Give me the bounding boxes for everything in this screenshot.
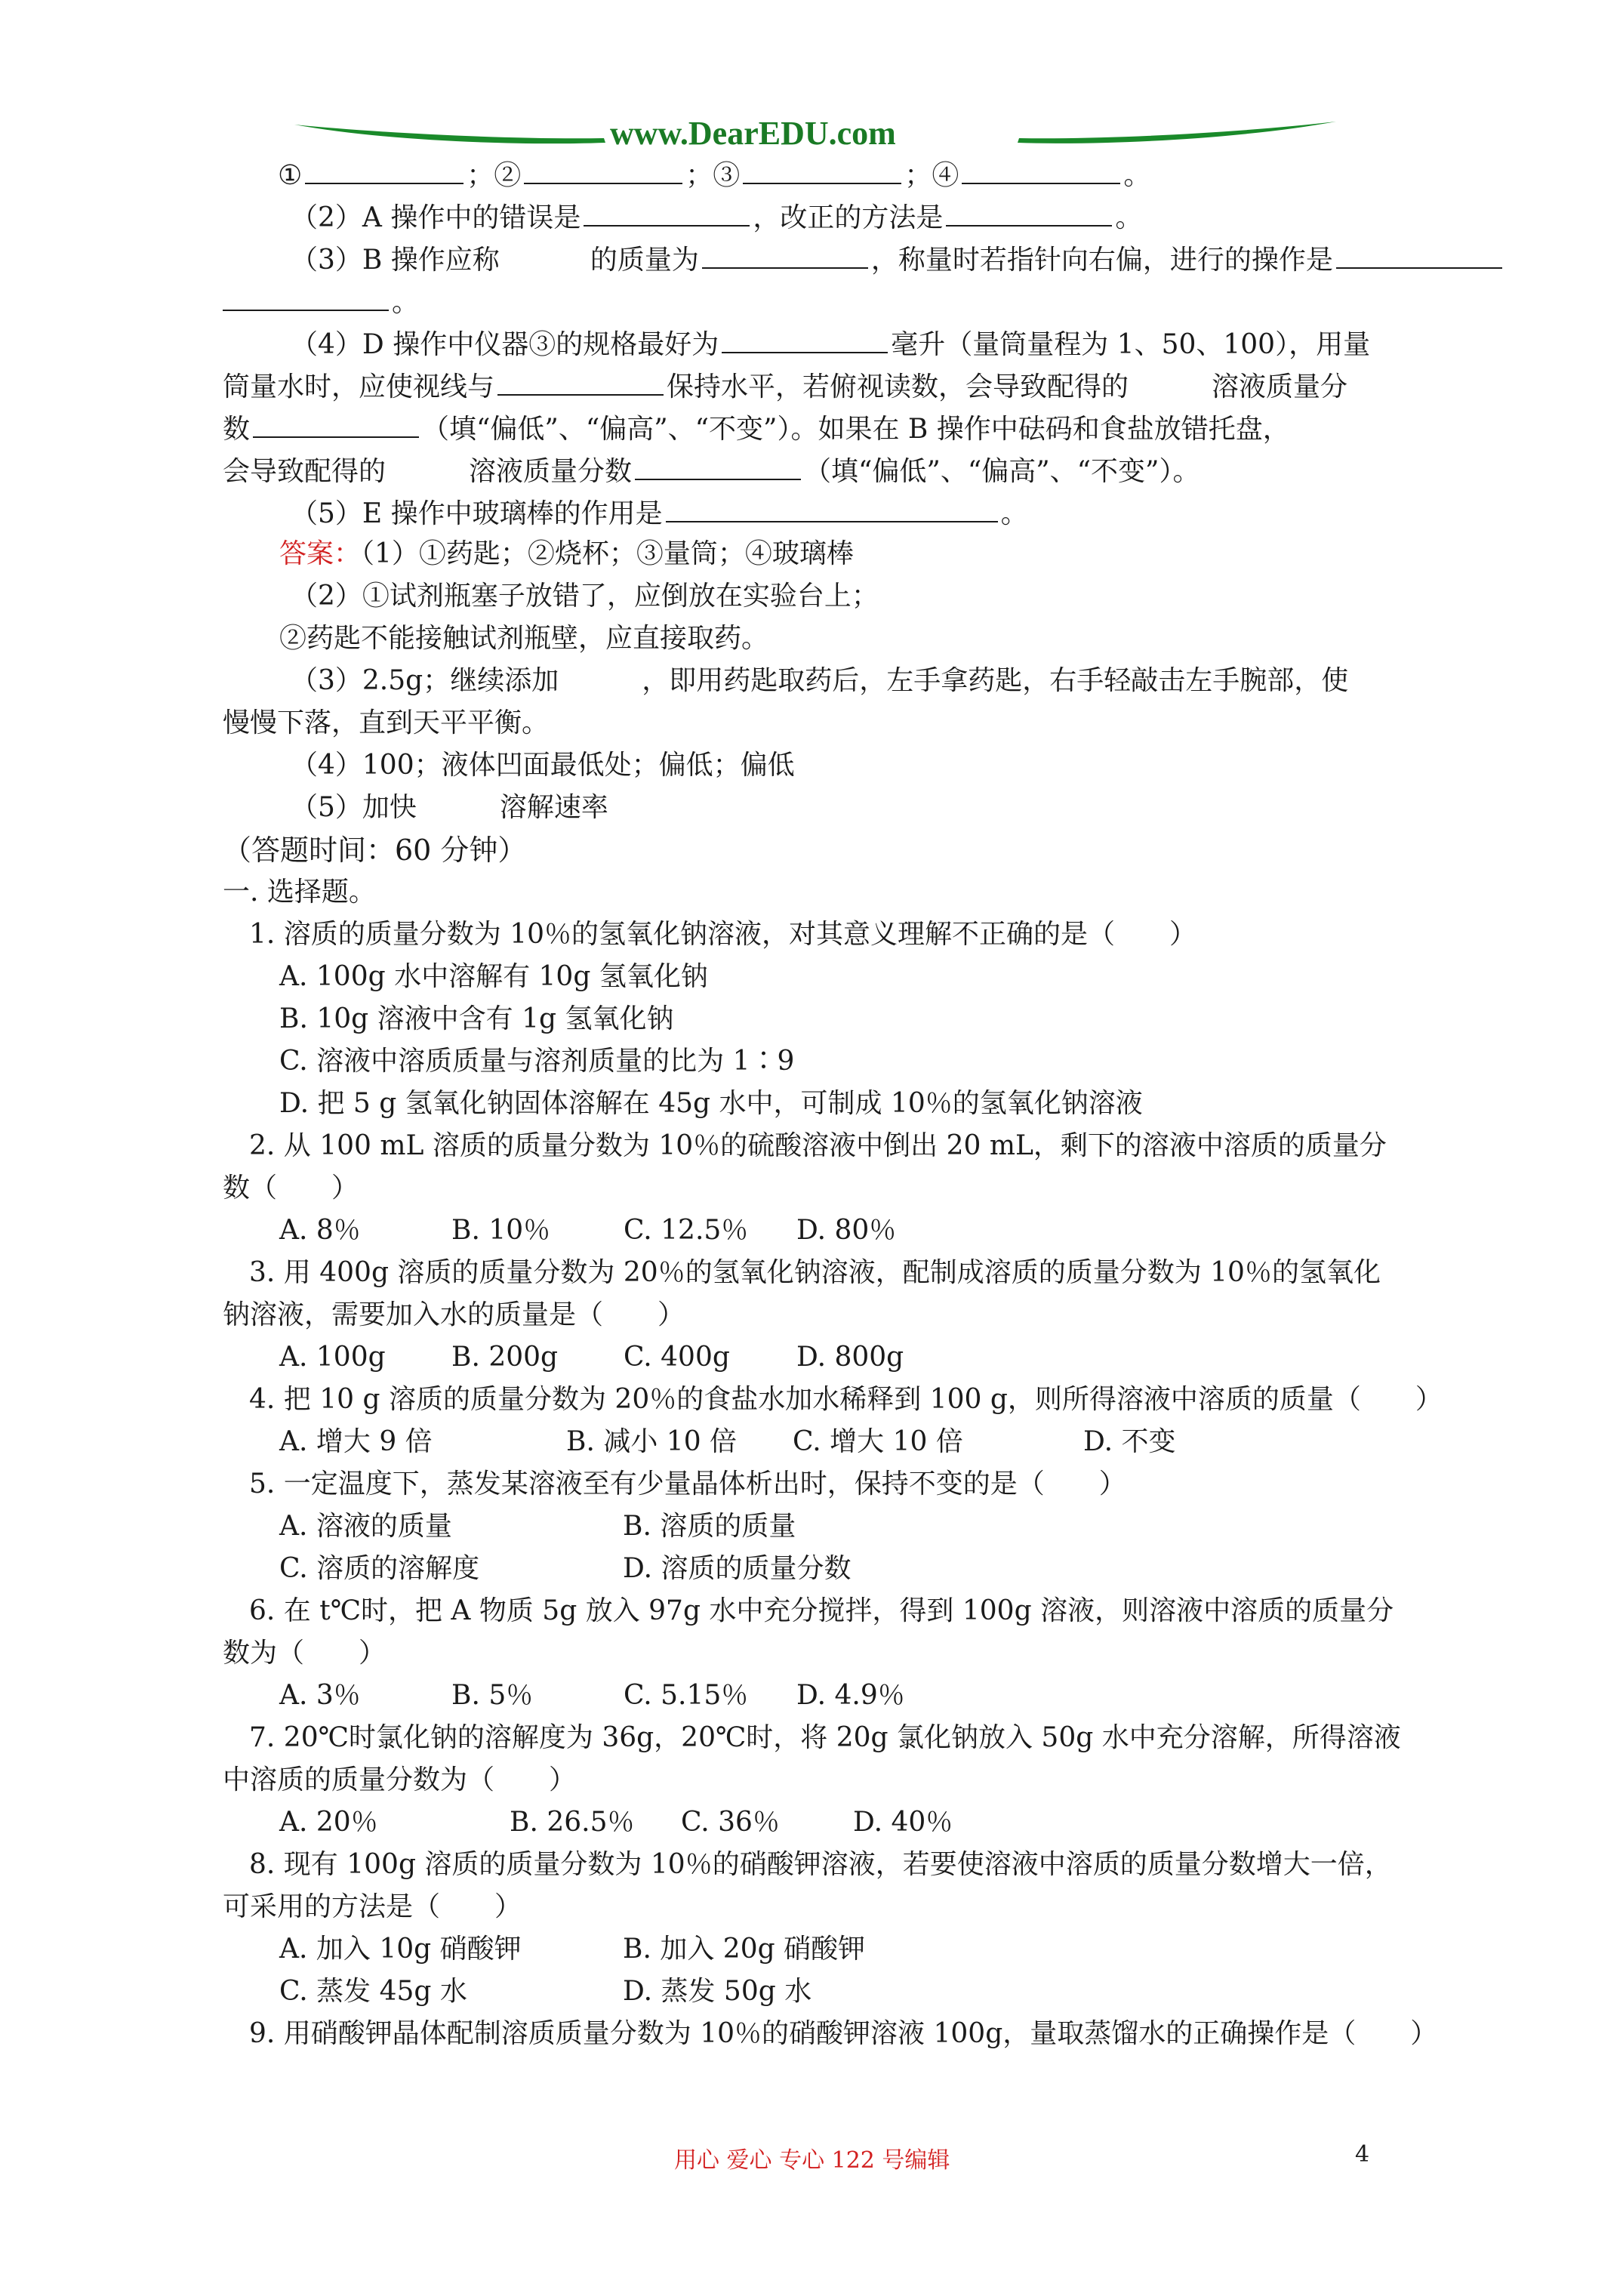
- q1-line: ① ；② ；③ ；④ 。: [278, 157, 1150, 193]
- question-1-option-b: B. 10g 溶液中含有 1g 氢氧化钠: [279, 1003, 674, 1034]
- question-5: 5. 一定温度下，蒸发某溶液至有少量晶体析出时，保持不变的是（ ）: [249, 1469, 1126, 1499]
- logo-text: www.DearEDU.com: [610, 115, 896, 152]
- answer-line-1: 答案：（1）①药匙；②烧杯；③量筒；④玻璃棒: [279, 538, 854, 569]
- document-page: www.DearEDU.com ① ；② ；③ ；④ 。 （2）A 操作中的错误是 ，改正的方法是 。 （3）B 操作应称 的质量为 ，称量时若指针向右偏，进行的操作是 。 （4）D 操作中仪器③的规格最好为 毫升（量筒量程为 1、50、100），用量 筒量水时，应使视线与 保持水平，若俯视读数，会导致配得的 溶液质量分 数 （填“偏低”、“偏高”、“不变”）。如果在 B 操作中砝码和食盐放错托盘， 会导致配得的 溶液质量分数 （填“偏低”、“偏高”、“不变”）。 （5）E 操作中玻璃棒的作用是 。 答案：（1）①药匙；②烧杯；③量筒；④玻璃棒 （2）①试剂瓶塞子放错了，应倒放在实验台上； ②药匙不能接触试剂瓶壁，应直接取药。 （3）2.5g；继续添加 ，即用药匙取药后，左手拿药匙，右手轻敲击左手腕部，使 慢慢下落，直到天平平衡。 （4）100；液体凹面最低处；偏低；偏低 （5）加快 溶解速率 （答题时间：60 分钟） 一. 选择题。 1. 溶质的质量分数为 10％的氢氧化钠溶液，对其意义理解不正确的是（ ） A. 100g 水中溶解有 10g 氢氧化钠 B. 10g 溶液中含有 1g 氢氧化钠 C. 溶液中溶质质量与溶剂质量的比为 1∶9 D. 把 5 g 氢氧化钠固体溶解在 45g 水中，可制成 10％的氢氧化钠溶液 2. 从 100 mL 溶质的质量分数为 10％的硫酸溶液中倒出 20 mL，剩下的溶液中溶质的质量分 数（ ） A. 8％ B. 10％ C. 12.5％ D. 80％ 3. 用 400g 溶质的质量分数为 20％的氢氧化钠溶液，配制成溶质的质量分数为 10％的氢氧化 钠溶液，需要加入水的质量是（ ） A. 100g B. 200g C. 400g D. 800g 4. 把 10 g 溶质的质量分数为 20％的食盐水加水稀释到 100 g，则所得溶液中溶质的质量（ ） A. 增大 9 倍 B. 减小 10 倍 C. 增大 10 倍 D. 不变 5. 一定温度下，蒸发某溶液至有少量晶体析出时，保持不变的是（ ） A. 溶液的质量 B. 溶质的质量 C. 溶质的溶解度 D. 溶质的质量分数 6. 在 t℃时，把 A 物质 5g 放入 97g 水中充分搅拌，得到 100g 溶液，则溶液中溶质的质量分 数为（ ） A. 3％ B. 5％ C. 5.15％ D. 4.9％ 7. 20℃时氯化钠的溶解度为 36g，20℃时，将 20g 氯化钠放入 50g 水中充分溶解，所得溶液 中溶质的质量分数为（ ） A. 20％ B. 26.5％ C. 36％ D. 40％ 8. 现有 100g 溶质的质量分数为 10％的硝酸钾溶液，若要使溶液中溶质的质量分数增大一倍， 可采用的方法是（ ） A. 加入 10g 硝酸钾 B. 加入 20g 硝酸钾 C. 蒸发 45g 水 D. 蒸发 50g 水 9. 用硝酸钾晶体配制溶质质量分数为 10％的硝酸钾溶液 100g，量取蒸馏水的正确操作是（ ） 用心 爱心 专心 122 号编辑 4: [0, 0, 1623, 2296]
- question-1-option-a: A. 100g 水中溶解有 10g 氢氧化钠: [279, 961, 708, 992]
- q4-line-d: 会导致配得的 溶液质量分数 （填“偏低”、“偏高”、“不变”）。: [223, 453, 1200, 488]
- answer-label: 答案：: [279, 538, 362, 569]
- question-6-line-a: 6. 在 t℃时，把 A 物质 5g 放入 97g 水中充分搅拌，得到 100g 溶液，则溶液中溶质的质量分: [249, 1595, 1394, 1626]
- q3-line-b: 。: [223, 284, 419, 319]
- answer-line-5: （5）加快 溶解速率: [291, 792, 608, 823]
- answer-line-4: （4）100；液体凹面最低处；偏低；偏低: [291, 750, 795, 781]
- logo-swoosh-left: [294, 125, 605, 143]
- question-4: 4. 把 10 g 溶质的质量分数为 20％的食盐水加水稀释到 100 g，则所得溶液中溶质的质量（ ）: [249, 1384, 1443, 1415]
- question-7-line-b: 中溶质的质量分数为（ ）: [223, 1764, 577, 1795]
- page-number: 4: [1355, 2141, 1370, 2168]
- section-heading: 一. 选择题。: [223, 877, 376, 908]
- logo-swoosh-right: [1018, 122, 1336, 143]
- question-1-option-c: C. 溶液中溶质质量与溶剂质量的比为 1∶9: [279, 1046, 795, 1077]
- deareduc-logo: [294, 109, 1336, 155]
- answer-line-2a: （2）①试剂瓶塞子放错了，应倒放在实验台上；: [291, 581, 879, 612]
- question-8-line-b: 可采用的方法是（ ）: [223, 1891, 522, 1922]
- question-2-line-b: 数（ ）: [223, 1173, 359, 1203]
- question-7-line-a: 7. 20℃时氯化钠的溶解度为 36g，20℃时，将 20g 氯化钠放入 50g 水中充分溶解，所得溶液: [249, 1722, 1401, 1753]
- answer-line-3a: （3）2.5g；继续添加 ，即用药匙取药后，左手拿药匙，右手轻敲击左手腕部，使: [291, 665, 1349, 696]
- answer-line-3b: 慢慢下落，直到天平平衡。: [223, 707, 550, 738]
- question-1-option-d: D. 把 5 g 氢氧化钠固体溶解在 45g 水中，可制成 10％的氢氧化钠溶液: [279, 1088, 1143, 1119]
- question-9: 9. 用硝酸钾晶体配制溶质质量分数为 10％的硝酸钾溶液 100g，量取蒸馏水的正确操作是（ ）: [249, 2018, 1438, 2049]
- question-8-line-a: 8. 现有 100g 溶质的质量分数为 10％的硝酸钾溶液，若要使溶液中溶质的质量分数增大一倍，: [249, 1849, 1392, 1880]
- answer-time: （答题时间：60 分钟）: [223, 834, 527, 867]
- q4-line-a: （4）D 操作中仪器③的规格最好为 毫升（量筒量程为 1、50、100），用量: [291, 326, 1370, 362]
- question-3-line-a: 3. 用 400g 溶质的质量分数为 20％的氢氧化钠溶液，配制成溶质的质量分数为 10％的氢氧化: [249, 1257, 1381, 1288]
- q4-line-c: 数 （填“偏低”、“偏高”、“不变”）。如果在 B 操作中砝码和食盐放错托盘，: [223, 411, 1290, 446]
- q4-line-b: 筒量水时，应使视线与 保持水平，若俯视读数，会导致配得的 溶液质量分: [223, 368, 1347, 404]
- question-2-line-a: 2. 从 100 mL 溶质的质量分数为 10％的硫酸溶液中倒出 20 mL，剩下的溶液中溶质的质量分: [249, 1130, 1387, 1161]
- question-3-line-b: 钠溶液，需要加入水的质量是（ ）: [223, 1299, 685, 1330]
- q5-line: （5）E 操作中玻璃棒的作用是 。: [291, 495, 1028, 531]
- question-1: 1. 溶质的质量分数为 10％的氢氧化钠溶液，对其意义理解不正确的是（ ）: [249, 919, 1197, 950]
- q3-line-a: （3）B 操作应称 的质量为 ，称量时若指针向右偏，进行的操作是: [291, 242, 1505, 277]
- question-6-line-b: 数为（ ）: [223, 1638, 387, 1669]
- q2-line: （2）A 操作中的错误是 ，改正的方法是 。: [291, 199, 1142, 235]
- answer-line-2b: ②药匙不能接触试剂瓶壁，应直接取药。: [279, 623, 769, 654]
- footer-text: 用心 爱心 专心 122 号编辑: [674, 2147, 950, 2174]
